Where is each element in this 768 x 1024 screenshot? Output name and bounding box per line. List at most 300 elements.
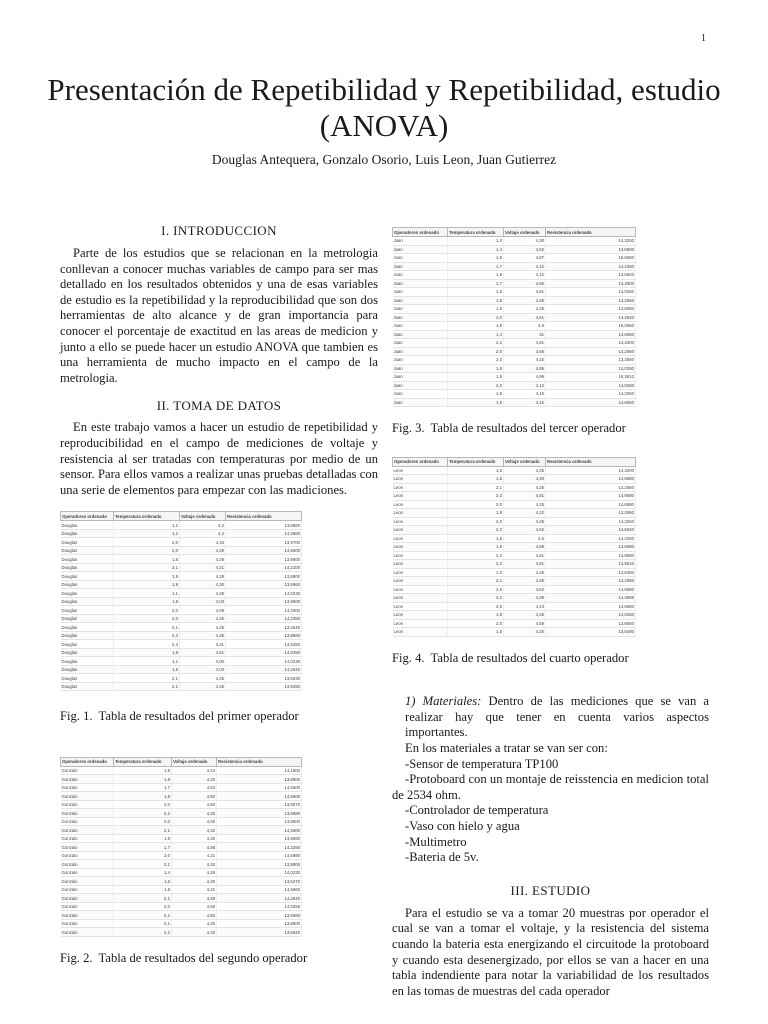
table-operator-4 (392, 457, 636, 637)
table-cell: 4,25 (180, 674, 226, 683)
column-header: Operadores ordenado (393, 457, 448, 466)
table-cell: 2,0 (114, 606, 180, 615)
table-cell: 14,3250 (217, 843, 302, 852)
table-cell: 1,7 (114, 843, 172, 852)
table-cell: 13,5480 (546, 568, 636, 577)
table-cell: Juan (393, 347, 448, 356)
table-cell: 14,6980 (217, 851, 302, 860)
right-column (392, 227, 709, 999)
table-cell: 14,3688 (546, 594, 636, 603)
table-cell: 14,5600 (226, 546, 302, 555)
table-row (393, 356, 636, 365)
table-cell: 4,25 (504, 500, 546, 509)
table-cell: Leon (393, 534, 448, 543)
table-cell: 2,0 (448, 500, 504, 509)
caption-label: Fig. 2. (60, 950, 93, 965)
table-cell: 4,21 (172, 885, 217, 894)
table-cell: 14,5600 (217, 826, 302, 835)
table-cell: 14,2560 (546, 483, 636, 492)
table-row (393, 262, 636, 271)
table-cell: 4,25 (180, 682, 226, 691)
table-row (393, 339, 636, 348)
table-cell: 1,5 (448, 628, 504, 637)
table-cell: 2,1 (114, 682, 180, 691)
table-cell: 4,81 (504, 551, 546, 560)
table-cell: 2,0 (448, 619, 504, 628)
table-cell: 4,65 (172, 817, 217, 826)
table-cell: Juan (393, 356, 448, 365)
table-cell: 14,3250 (546, 534, 636, 543)
table-cell: 2,0 (114, 817, 172, 826)
table-cell: 4,12 (504, 262, 546, 271)
table-cell: Juan (393, 339, 448, 348)
table-row (61, 783, 302, 792)
table-row (61, 851, 302, 860)
table-cell: Juan (393, 305, 448, 314)
table-row (393, 492, 636, 501)
table-cell: 13,2500 (546, 279, 636, 288)
table-cell: 1,2 (114, 521, 180, 530)
table-cell: 14,5600 (217, 783, 302, 792)
table-cell: 4,30 (504, 475, 546, 484)
table-cell: 14,5660 (217, 885, 302, 894)
table-cell: 2,1 (448, 577, 504, 586)
table-cell: 4,25 (504, 517, 546, 526)
estudio-paragraph: Para el estudio se va a tomar 20 muestras por operador el cual se van a tomar el voltaje, y la resistencia del sistema cuando la bateria esta energizando el circuitode la protoboard y cuando esta desenergizado, por ellos se van a hacer en una tabla indendiente para notar la variabilidad de los resultados en las tomas de muestras del cada operador (392, 905, 709, 998)
table-cell: 1,2 (114, 529, 180, 538)
table-row (393, 364, 636, 373)
table-cell: Juan (393, 330, 448, 339)
figure-caption-4 (392, 651, 709, 667)
table-row (393, 475, 636, 484)
table-cell: 4,52 (504, 245, 546, 254)
table-cell: 13,6580 (546, 305, 636, 314)
table-cell: Douglas (61, 665, 114, 674)
table-cell: 4,25 (172, 919, 217, 928)
table-cell: 1,4 (448, 245, 504, 254)
table-cell: 4,60 (504, 279, 546, 288)
column-header: Resistencia ordenado (226, 512, 302, 521)
table-cell: 1,8 (448, 296, 504, 305)
page-number: 1 (701, 33, 706, 44)
table-cell: 1,8 (114, 834, 172, 843)
table-row (61, 529, 302, 538)
table-cell: 14,2540 (217, 894, 302, 903)
table-cell: Gonzalo (61, 928, 114, 937)
table-cell: Gonzalo (61, 902, 114, 911)
table-row (393, 568, 636, 577)
table-cell: 4,2 (180, 521, 226, 530)
table-cell: 1,6 (114, 555, 180, 564)
table-cell: 2,1 (114, 894, 172, 903)
table-cell: 4,15 (504, 356, 546, 365)
table-cell: 4,31 (180, 563, 226, 572)
table-row (393, 500, 636, 509)
table-cell: 4,25 (172, 834, 217, 843)
table-cell: 4,25 (504, 296, 546, 305)
table-cell: 4,62 (504, 585, 546, 594)
column-header: Voltaje ordenado (180, 512, 226, 521)
table-cell: 2,1 (448, 483, 504, 492)
table-cell: 13,8900 (226, 555, 302, 564)
table-cell: 1,5 (114, 572, 180, 581)
table-cell: Leon (393, 466, 448, 475)
table-cell: 13,8960 (226, 521, 302, 530)
table-cell: 4,25 (172, 877, 217, 886)
table-cell: 4,58 (172, 902, 217, 911)
toma-paragraph: En este trabajo vamos a hacer un estudio de repetibilidad y reproducibilidad en el campo de mediciones de voltaje y resistencia al ser tratadas con temperaturas por medio de un sensor. Para ellos vamos a realizar unas pruebas detalladas con una serie de elementos para empezar con las madiciones. (60, 420, 378, 497)
table-row (61, 843, 302, 852)
table-cell: 4,25 (504, 628, 546, 637)
table-cell: 14,9580 (546, 551, 636, 560)
table-cell: 1,4 (448, 330, 504, 339)
table-cell: Gonzalo (61, 911, 114, 920)
table-row (61, 674, 302, 683)
table-cell: 1,7 (448, 279, 504, 288)
table-cell: Juan (393, 254, 448, 263)
table-cell: 13,6650 (546, 619, 636, 628)
table-cell: 2,3 (114, 631, 180, 640)
table-cell: 1,0 (448, 568, 504, 577)
table-cell: 13,5560 (217, 911, 302, 920)
table-cell: 1,8 (448, 398, 504, 407)
section-heading-toma: II. TOMA DE DATOS (156, 398, 282, 414)
table-row (61, 657, 302, 666)
table-cell: Juan (393, 279, 448, 288)
materiales-item: -Bateria de 5v. (405, 850, 479, 865)
table-row (393, 305, 636, 314)
table-cell: 4,21 (172, 851, 217, 860)
table-cell: 4,03 (180, 597, 226, 606)
table-cell: Leon (393, 577, 448, 586)
table-cell: 14,0256 (217, 902, 302, 911)
table-cell: Leon (393, 551, 448, 560)
table-cell: 1,8 (114, 792, 172, 801)
table-cell: 14,6640 (546, 526, 636, 535)
table-cell: Gonzalo (61, 868, 114, 877)
table-cell: 1,5 (448, 475, 504, 484)
table-cell: 14,3250 (546, 390, 636, 399)
table-cell: 14,2560 (546, 347, 636, 356)
table-cell: 2,0 (114, 546, 180, 555)
caption-text: Tabla de resultados del tercer operador (430, 421, 626, 435)
table-cell: Douglas (61, 555, 114, 564)
column-header: Resistencia ordenado (546, 228, 636, 237)
column-header: Voltaje ordenado (504, 228, 546, 237)
table-cell: Juan (393, 296, 448, 305)
table-cell: 1,8 (448, 254, 504, 263)
table-cell: 14,2350 (226, 614, 302, 623)
table-cell: Leon (393, 560, 448, 569)
table-cell: 4,31 (180, 640, 226, 649)
table-operator-2 (60, 757, 302, 937)
table-row (61, 834, 302, 843)
table-cell: 4,6 (504, 534, 546, 543)
table-cell: 13,2560 (546, 296, 636, 305)
table-cell: 4,30 (504, 237, 546, 246)
table-row (393, 619, 636, 628)
table-cell: Gonzalo (61, 894, 114, 903)
left-column (60, 222, 378, 967)
table-header-row (61, 757, 302, 766)
table-cell: 4,58 (504, 543, 546, 552)
table-cell: 2,2 (448, 339, 504, 348)
table-cell: 4,25 (504, 577, 546, 586)
table-cell: 4,85 (504, 364, 546, 373)
table-cell: 1,7 (448, 262, 504, 271)
table-cell: Douglas (61, 563, 114, 572)
table-cell: 1,4 (114, 868, 172, 877)
table-cell: Gonzalo (61, 885, 114, 894)
table-cell: 4,32 (172, 860, 217, 869)
table-cell: 13,2540 (546, 313, 636, 322)
table-cell: 2,3 (448, 492, 504, 501)
table-cell: 13,8500 (217, 919, 302, 928)
table-cell: 4,29 (180, 546, 226, 555)
table-row (61, 894, 302, 903)
table-row (393, 577, 636, 586)
table-cell: 1,5 (114, 766, 172, 775)
table-cell: Douglas (61, 589, 114, 598)
table-cell: 4,25 (180, 614, 226, 623)
table-cell: 13,8250 (226, 682, 302, 691)
table-cell: 4,26 (504, 568, 546, 577)
table-cell: Douglas (61, 546, 114, 555)
table-cell: 13,5470 (217, 877, 302, 886)
table-cell: 4,2 (180, 529, 226, 538)
table-cell: 4,29 (504, 594, 546, 603)
table-cell: Douglas (61, 631, 114, 640)
table-cell: Douglas (61, 657, 114, 666)
table-row (393, 517, 636, 526)
table-row (61, 800, 302, 809)
table-cell: 2,0 (448, 313, 504, 322)
table-cell: Juan (393, 381, 448, 390)
table-cell: 4,26 (180, 631, 226, 640)
table-row (61, 640, 302, 649)
table-cell: 14,0250 (546, 381, 636, 390)
table-cell: Gonzalo (61, 851, 114, 860)
table-cell: Juan (393, 390, 448, 399)
table-cell: 13,9610 (546, 560, 636, 569)
table-cell: Leon (393, 611, 448, 620)
table-row (393, 483, 636, 492)
table-row (61, 589, 302, 598)
table-cell: 2,5 (448, 602, 504, 611)
table-cell: Leon (393, 475, 448, 484)
table-cell: 14,0250 (546, 611, 636, 620)
column-header: Voltaje ordenado (172, 757, 217, 766)
table-row (393, 322, 636, 331)
table-cell: Gonzalo (61, 834, 114, 843)
column-header: Operadores ordenado (61, 512, 114, 521)
table-cell: 4,62 (504, 526, 546, 535)
table-cell: 14,2360 (546, 262, 636, 271)
table-cell: 14,5250 (226, 640, 302, 649)
table-cell: 14,0250 (226, 648, 302, 657)
table-cell: 4,99 (504, 373, 546, 382)
table-cell: 4,25 (504, 305, 546, 314)
table-row (393, 245, 636, 254)
table-cell: 1,6 (448, 534, 504, 543)
table-cell: 1,3 (448, 237, 504, 246)
table-cell: 4,81 (504, 339, 546, 348)
table-cell: 4,12 (504, 381, 546, 390)
figure-caption-2 (60, 951, 378, 967)
table-cell: 4,33 (172, 928, 217, 937)
table-cell: Juan (393, 237, 448, 246)
table-row (393, 628, 636, 637)
table-header-row (393, 457, 636, 466)
table-cell: Douglas (61, 614, 114, 623)
table-cell: Douglas (61, 640, 114, 649)
table-cell: 13,8900 (217, 775, 302, 784)
table-row (61, 766, 302, 775)
table-cell: Juan (393, 262, 448, 271)
table-cell: 1,9 (448, 271, 504, 280)
table-row (393, 611, 636, 620)
table-row (61, 902, 302, 911)
table-cell: 13,5540 (217, 928, 302, 937)
table-row (61, 868, 302, 877)
caption-text: Tabla de resultados del primer operador (98, 709, 299, 724)
table-row (393, 254, 636, 263)
table-cell: 2,1 (114, 919, 172, 928)
table-header-row (393, 228, 636, 237)
table-cell: 2,1 (114, 860, 172, 869)
table-row (61, 928, 302, 937)
table-cell: Gonzalo (61, 919, 114, 928)
materiales-item: En los materiales a tratar se van ser con: (405, 740, 608, 755)
caption-text: Tabla de resultados del cuarto operador (430, 650, 629, 665)
table-cell: 14,2500 (546, 466, 636, 475)
table-cell: 31 (504, 330, 546, 339)
table-cell: 13,2560 (546, 356, 636, 365)
paper-title: Presentación de Repetibilidad y Repetibilidad, estudio (ANOVA) (47, 72, 721, 143)
table-row (393, 466, 636, 475)
table-cell: 2,2 (448, 526, 504, 535)
materiales-item: -Vaso con hielo y agua (405, 818, 520, 833)
table-cell: 4,25 (180, 623, 226, 632)
column-header: Operadores ordenado (61, 757, 114, 766)
table-cell: 1,7 (114, 783, 172, 792)
table-row (61, 648, 302, 657)
table-cell: 13,8570 (217, 800, 302, 809)
table-row (61, 546, 302, 555)
table-row (393, 288, 636, 297)
table-cell: Leon (393, 585, 448, 594)
table-row (61, 919, 302, 928)
column-header: Voltaje ordenado (504, 457, 546, 466)
table-cell: 1,6 (448, 466, 504, 475)
table-cell: 1,9 (114, 885, 172, 894)
table-row (393, 551, 636, 560)
table-cell: 1,5 (448, 373, 504, 382)
table-row (61, 606, 302, 615)
table-cell: 4,81 (504, 288, 546, 297)
table-cell: Gonzalo (61, 775, 114, 784)
table-row (61, 826, 302, 835)
table-cell: 14,0230 (217, 868, 302, 877)
table-cell: Leon (393, 526, 448, 535)
table-cell: 4,81 (504, 492, 546, 501)
table-cell: 14,6580 (546, 475, 636, 484)
table-row (393, 313, 636, 322)
table-cell: Gonzalo (61, 766, 114, 775)
table-cell: 1,9 (448, 611, 504, 620)
table-cell: 14,2100 (226, 563, 302, 572)
materiales-intro (392, 694, 709, 741)
table-cell: 1,8 (114, 648, 180, 657)
table-cell: 1,8 (448, 322, 504, 331)
table-cell: Douglas (61, 606, 114, 615)
table-cell: Douglas (61, 572, 114, 581)
materiales-item: -Multimetro (405, 834, 467, 849)
table-cell: 4,32 (172, 775, 217, 784)
table-row (393, 534, 636, 543)
table-cell: Gonzalo (61, 877, 114, 886)
table-cell: 14,2500 (226, 606, 302, 615)
table-cell: Gonzalo (61, 800, 114, 809)
table-cell: 13,8560 (226, 631, 302, 640)
figure-caption-1 (60, 709, 378, 725)
table-cell: 1,9 (114, 665, 180, 674)
table-cell: 4,60 (172, 800, 217, 809)
table-cell: 4,12 (504, 271, 546, 280)
table-row (393, 271, 636, 280)
table-row (393, 330, 636, 339)
table-cell: 4,9 (504, 322, 546, 331)
table-cell: 4,26 (504, 611, 546, 620)
table-cell: 13,8800 (226, 572, 302, 581)
table-cell: 2,0 (448, 356, 504, 365)
table-cell: Douglas (61, 674, 114, 683)
table-cell: 13,5480 (546, 628, 636, 637)
table-row (393, 526, 636, 535)
table-cell: 2,0 (114, 800, 172, 809)
table-cell: 4,30 (180, 580, 226, 589)
caption-label: Fig. 1. (60, 709, 93, 724)
table-row (393, 347, 636, 356)
table-cell: 16,6580 (546, 254, 636, 263)
table-row (61, 860, 302, 869)
table-cell: Juan (393, 373, 448, 382)
table-cell: 2,6 (448, 585, 504, 594)
column-header: Operadores ordenado (393, 228, 448, 237)
table-cell: 13,6580 (546, 543, 636, 552)
table-operator-3 (392, 227, 636, 407)
materiales-section (392, 694, 709, 866)
table-cell: 4,33 (180, 538, 226, 547)
table-cell: 2,0 (448, 381, 504, 390)
table-row (61, 631, 302, 640)
table-cell: Juan (393, 245, 448, 254)
subsection-label: 1) Materiales: (405, 694, 482, 709)
table-row (61, 572, 302, 581)
table-cell: 4,23 (172, 766, 217, 775)
table-cell: Gonzalo (61, 817, 114, 826)
table-cell: 14,0230 (226, 589, 302, 598)
table-cell: 4,59 (504, 619, 546, 628)
table-cell: 4,28 (180, 589, 226, 598)
caption-text: Tabla de resultados del segundo operador (98, 950, 308, 965)
table-cell: 13,8500 (217, 817, 302, 826)
materiales-item: -Protoboard con un montaje de reisstencia en medicion total de 2534 ohm. (392, 772, 709, 802)
table-cell: 14,6580 (546, 585, 636, 594)
table-cell: 13,9700 (226, 538, 302, 547)
table-cell: 13,2560 (546, 509, 636, 518)
table-cell: 14,3250 (546, 517, 636, 526)
